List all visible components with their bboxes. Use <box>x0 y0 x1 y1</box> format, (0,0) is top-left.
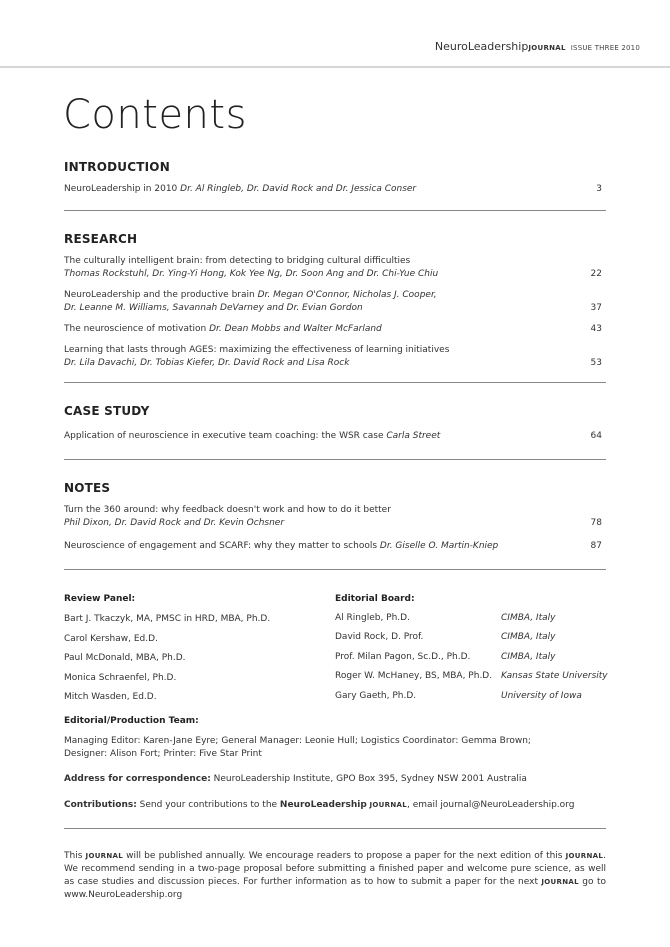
editorial-board-member <box>335 613 615 625</box>
page-title: Contents <box>63 92 247 138</box>
footer-text: will be published annually. We encourage readers to propose a paper for the next edition of this <box>123 851 566 861</box>
running-header <box>435 40 640 53</box>
review-panel-member: Monica Schraenfel, Ph.D. <box>64 672 177 683</box>
footer-text: . We recommend sending in a two-page proposal before submitting a finished paper and welcome pure science, as well as case studies and discussion pieces. For further information as to how to submit a paper for the next <box>64 851 606 887</box>
contributions-brand-journal: JOURNAL <box>366 801 407 809</box>
section-introduction <box>64 160 606 204</box>
board-member-name: Roger W. McHaney, BS, MBA, Ph.D. <box>335 671 493 681</box>
section-title: CASE STUDY <box>64 404 150 418</box>
section-title: RESEARCH <box>64 232 138 246</box>
editorial-board-heading: Editorial Board: <box>335 594 415 604</box>
footer-journal-mark: JOURNAL <box>541 878 579 886</box>
board-member-name: Gary Gaeth, Ph.D. <box>335 691 417 701</box>
entry-title: NeuroLeadership in 2010 <box>64 184 181 194</box>
board-member-name: Al Ringleb, Ph.D. <box>335 613 410 623</box>
section-notes <box>64 481 606 561</box>
entry-authors: Dr. Al Ringleb, Dr. David Rock and Dr. Jessica Conser <box>180 184 417 194</box>
entry-authors: Thomas Rockstuhl, Dr. Ying-Yi Hong, Kok Yee Ng, Dr. Soon Ang and Dr. Chi-Yue Chiu <box>64 269 439 279</box>
contributions-label: Contributions: <box>64 800 137 810</box>
header-divider <box>0 66 670 68</box>
section-divider <box>64 382 606 383</box>
toc-entry[interactable] <box>64 430 606 443</box>
contributions-email[interactable]: , email journal@NeuroLeadership.org <box>406 800 575 810</box>
production-team-heading: Editorial/Production Team: <box>64 716 199 726</box>
board-member-affiliation: Kansas State University <box>501 671 608 681</box>
board-member-name: David Rock, D. Prof. <box>335 632 424 642</box>
review-panel-heading: Review Panel: <box>64 594 136 604</box>
board-member-affiliation: CIMBA, Italy <box>501 613 556 623</box>
toc-entry[interactable] <box>64 344 606 370</box>
editorial-board-member <box>335 652 615 664</box>
entry-page: 22 <box>590 269 602 279</box>
entry-page: 43 <box>590 324 602 334</box>
entry-page: 78 <box>590 518 602 528</box>
production-team-text <box>64 735 531 761</box>
section-research <box>64 232 606 378</box>
entry-page: 53 <box>590 358 602 368</box>
section-title: NOTES <box>64 481 111 495</box>
toc-entry[interactable] <box>64 183 606 196</box>
board-member-affiliation: CIMBA, Italy <box>501 652 556 662</box>
editorial-board-member <box>335 632 615 644</box>
section-case-study <box>64 404 606 451</box>
entry-authors: Phil Dixon, Dr. David Rock and Dr. Kevin Ochsner <box>64 518 285 528</box>
review-panel-member: Paul McDonald, MBA, Ph.D. <box>64 653 186 663</box>
header-brand-journal: JOURNAL <box>528 44 566 52</box>
section-divider <box>64 828 606 829</box>
entry-title: Learning that lasts through AGES: maximizing the effectiveness of learning initiatives <box>64 345 450 355</box>
footer-note <box>64 850 606 902</box>
toc-entry[interactable] <box>64 540 606 553</box>
entry-authors: Dr. Giselle O. Martin-Kniep <box>379 541 499 551</box>
entry-authors-cont: Dr. Leanne M. Williams, Savannah DeVarney and Dr. Evian Gordon <box>64 303 363 313</box>
entry-authors: Carla Street <box>386 431 441 441</box>
entry-authors: Dr. Dean Mobbs and Walter McFarland <box>209 324 382 334</box>
contributions-brand: NeuroLeadership <box>279 800 367 810</box>
entry-title: The culturally intelligent brain: from detecting to bridging cultural difficulties <box>64 256 411 266</box>
toc-entry[interactable] <box>64 323 606 336</box>
board-member-name: Prof. Milan Pagon, Sc.D., Ph.D. <box>335 652 471 662</box>
header-issue: ISSUE THREE 2010 <box>570 44 640 52</box>
review-panel-list <box>64 613 270 711</box>
address-label: Address for correspondence: <box>64 774 211 784</box>
review-panel-member: Carol Kershaw, Ed.D. <box>64 633 158 644</box>
footer-text: go to www.NeuroLeadership.org <box>64 877 606 900</box>
entry-page: 37 <box>590 303 602 313</box>
section-divider <box>64 459 606 460</box>
entry-title: Turn the 360 around: why feedback doesn't work and how to do it better <box>64 505 391 515</box>
review-panel-member: Bart J. Tkaczyk, MA, PMSC in HRD, MBA, Ph.D. <box>64 614 271 624</box>
board-member-affiliation: University of Iowa <box>501 691 582 701</box>
editorial-board-member <box>335 691 615 703</box>
board-member-affiliation: CIMBA, Italy <box>501 632 556 642</box>
production-team-line: Managing Editor: Karen-Jane Eyre; General Manager: Leonie Hull; Logistics Coordinator: Gemma Brown; <box>64 736 531 746</box>
footer-journal-mark: JOURNAL <box>85 852 124 860</box>
address-text: NeuroLeadership Institute, GPO Box 395, Sydney NSW 2001 Australia <box>210 774 527 784</box>
section-title: INTRODUCTION <box>64 160 170 174</box>
toc-entry[interactable] <box>64 255 606 281</box>
section-divider <box>64 210 606 211</box>
correspondence-address <box>64 773 527 786</box>
editorial-board-member <box>335 671 615 683</box>
entry-page: 3 <box>596 184 602 194</box>
contributions-text: Send your contributions to the <box>136 800 280 810</box>
entry-title: Application of neuroscience in executive team coaching: the WSR case <box>64 431 387 441</box>
header-brand: NeuroLeadership <box>434 40 529 53</box>
entry-title: The neuroscience of motivation <box>64 324 210 334</box>
entry-title: Neuroscience of engagement and SCARF: why they matter to schools <box>64 541 380 551</box>
entry-page: 64 <box>590 431 602 441</box>
entry-authors: Dr. Megan O'Connor, Nicholas J. Cooper, <box>257 290 437 300</box>
contributions <box>64 799 574 812</box>
production-team-line: Designer: Alison Fort; Printer: Five Star Print <box>64 749 262 759</box>
footer-journal-mark: JOURNAL <box>565 852 604 860</box>
toc-entry[interactable] <box>64 504 606 530</box>
entry-authors: Dr. Lila Davachi, Dr. Tobias Kiefer, Dr. David Rock and Lisa Rock <box>64 358 350 368</box>
toc-entry[interactable] <box>64 289 606 315</box>
section-divider <box>64 569 606 570</box>
entry-page: 87 <box>590 541 602 551</box>
entry-title: NeuroLeadership and the productive brain <box>64 290 258 300</box>
footer-text: This <box>64 851 86 861</box>
review-panel-member: Mitch Wasden, Ed.D. <box>64 692 157 702</box>
